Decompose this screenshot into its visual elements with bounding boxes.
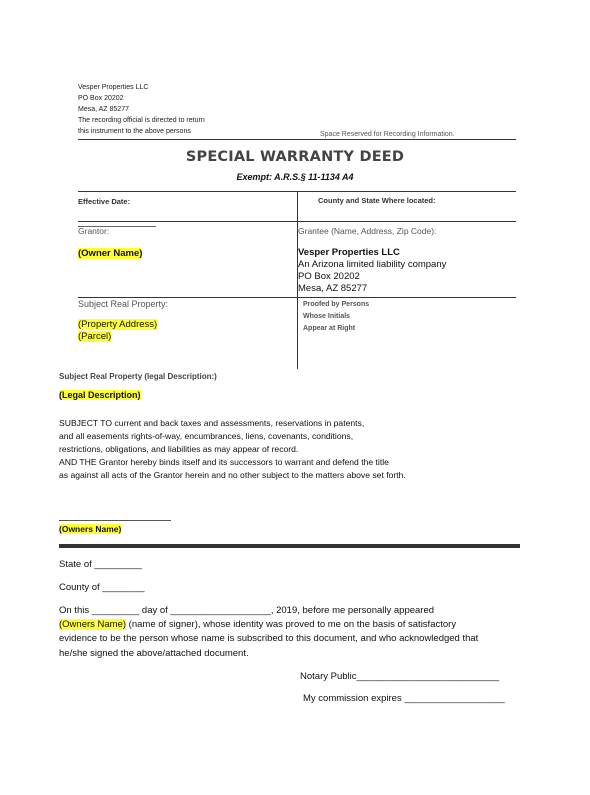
thick-divider [59, 544, 520, 548]
body-line: as against all acts of the Grantor herein and no other subject to the matters above set forth. [59, 470, 406, 480]
grantee-line3: Mesa, AZ 85277 [298, 283, 368, 294]
body-line: restrictions, obligations, and liabilities as may appear of record. [59, 444, 299, 454]
county-of-line: County of ________ [59, 582, 145, 593]
effective-date-label: Effective Date: [78, 197, 131, 206]
grantee-name: Vesper Properties LLC [298, 247, 400, 258]
return-line: this instrument to the above persons [78, 128, 191, 135]
grantee-label: Grantee (Name, Address, Zip Code): [298, 226, 437, 236]
notary-line-4: he/she signed the above/attached document. [59, 648, 249, 659]
body-line: SUBJECT TO current and back taxes and assessments, reservations in patents, [59, 418, 365, 428]
notary-line-2 [59, 619, 456, 630]
signature-line [59, 520, 171, 521]
proofed-line: Whose Initials [303, 313, 351, 320]
row-line [78, 221, 516, 222]
notary-line-3: evidence to be the person whose name is subscribed to this document, and who acknowledged that [59, 633, 479, 644]
owner-name-field: (Owner Name) [78, 248, 143, 259]
proofed-line: Appear at Right [303, 325, 356, 332]
header-divider [78, 139, 516, 140]
row-line [78, 297, 516, 298]
legal-desc-field: (Legal Description) [59, 390, 141, 400]
return-line: PO Box 20202 [78, 95, 124, 102]
subject-property-label: Subject Real Property: [78, 299, 169, 309]
notary-owners-name: (Owners Name) [59, 619, 127, 630]
return-line: Mesa, AZ 85277 [78, 106, 129, 113]
parcel-field: (Parcel) [78, 331, 112, 342]
notary-line-2-rest: (name of signer), whose identity was proved to me on the basis of satisfactory [126, 619, 457, 630]
property-address-field: (Property Address) [78, 319, 158, 330]
reserved-text: Space Reserved for Recording Information. [320, 131, 455, 138]
notary-line-1: On this _________ day of ___________________, 2019, before me personally appeared [59, 605, 435, 616]
proofed-block [303, 299, 369, 335]
subject-to-text [59, 417, 406, 482]
exempt-text: Exempt: A.R.S.§ 11-1134 A4 [236, 172, 354, 182]
return-address [78, 82, 205, 137]
grantee-line2: PO Box 20202 [298, 271, 360, 282]
legal-desc-label: Subject Real Property (legal Description:) [59, 372, 217, 381]
body-line: AND THE Grantor hereby binds itself and its successors to warrant and defend the title [59, 457, 389, 467]
proofed-line: Proofed by Persons [303, 301, 370, 308]
owners-name-signature: (Owners Name) [59, 524, 122, 534]
commission-expires-line: My commission expires ___________________ [303, 693, 505, 704]
state-of-line: State of _________ [59, 559, 142, 570]
body-line: and all easements rights-of-way, encumbrances, liens, covenants, conditions, [59, 431, 354, 441]
return-line: Vesper Properties LLC [78, 84, 149, 91]
return-line: The recording official is directed to return [78, 117, 205, 124]
notary-public-line: Notary Public___________________________ [300, 671, 500, 682]
grantor-label: Grantor: [78, 226, 110, 236]
grantee-line1: An Arizona limited liability company [298, 259, 447, 270]
page-title: SPECIAL WARRANTY DEED [185, 149, 405, 165]
county-state-label: County and State Where located: [318, 196, 436, 205]
